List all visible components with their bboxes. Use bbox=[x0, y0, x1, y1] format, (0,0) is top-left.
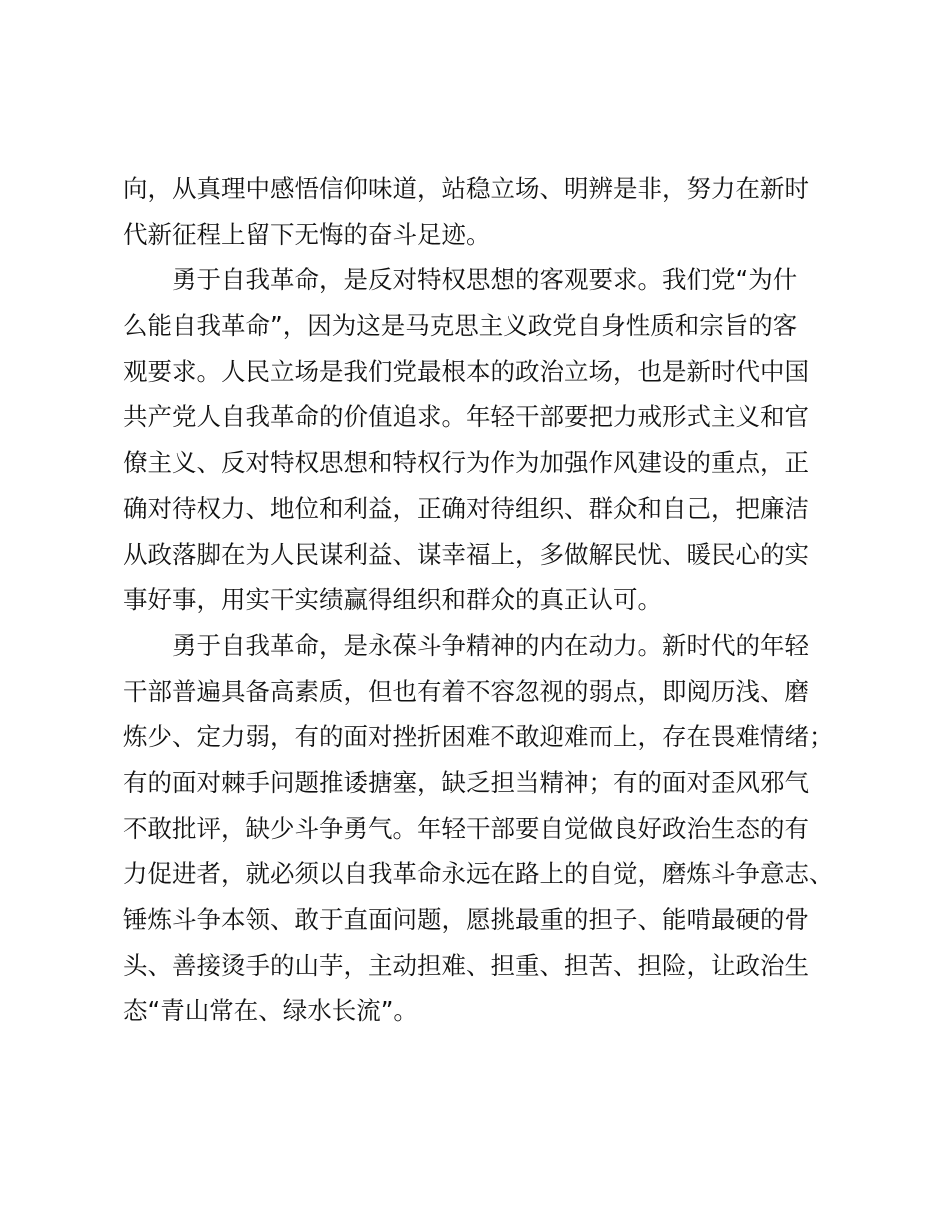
text-line: 力促进者，就必须以自我革命永远在路上的自觉，磨炼斗争意志、 bbox=[123, 859, 834, 889]
body-text bbox=[123, 166, 843, 1034]
text-line: 有的面对棘手问题推诿搪塞，缺乏担当精神；有的面对歪风邪气 bbox=[123, 767, 809, 797]
text-line: 事好事，用实干实绩赢得组织和群众的真正认可。 bbox=[123, 585, 662, 615]
paragraph-start-line: 勇于自我革命，是永葆斗争精神的内在动力。新时代的年轻 bbox=[172, 630, 809, 660]
text-line: 从政落脚在为人民谋利益、谋幸福上，多做解民忧、暖民心的实 bbox=[123, 539, 809, 569]
text-line: 炼少、定力弱，有的面对挫折困难不敢迎难而上，存在畏难情绪； bbox=[123, 722, 834, 752]
text-line: 共产党人自我革命的价值追求。年轻干部要把力戒形式主义和官 bbox=[123, 402, 809, 432]
text-line: 观要求。人民立场是我们党最根本的政治立场，也是新时代中国 bbox=[123, 356, 809, 386]
text-line: 确对待权力、地位和利益，正确对待组织、群众和自己，把廉洁 bbox=[123, 493, 809, 523]
paragraph-start-line: 勇于自我革命，是反对特权思想的客观要求。我们党“为什 bbox=[172, 265, 798, 295]
text-line: 向，从真理中感悟信仰味道，站稳立场、明辨是非，努力在新时 bbox=[123, 174, 809, 203]
text-line: 干部普遍具备高素质，但也有着不容忽视的弱点，即阅历浅、磨 bbox=[123, 676, 809, 706]
text-line: 头、善接烫手的山芋，主动担难、担重、担苦、担险，让政治生 bbox=[123, 950, 809, 980]
text-line: 僚主义、反对特权思想和特权行为作为加强作风建设的重点，正 bbox=[123, 448, 809, 478]
text-line: 锤炼斗争本领、敢于直面问题，愿挑最重的担子、能啃最硬的骨 bbox=[123, 905, 809, 934]
text-line: 态“青山常在、绿水长流”。 bbox=[123, 996, 418, 1026]
text-line: 代新征程上留下无悔的奋斗足迹。 bbox=[123, 219, 491, 249]
text-line: 么能自我革命”，因为这是马克思主义政党自身性质和宗旨的客 bbox=[123, 311, 798, 341]
text-line: 不敢批评，缺少斗争勇气。年轻干部要自觉做良好政治生态的有 bbox=[123, 813, 809, 843]
